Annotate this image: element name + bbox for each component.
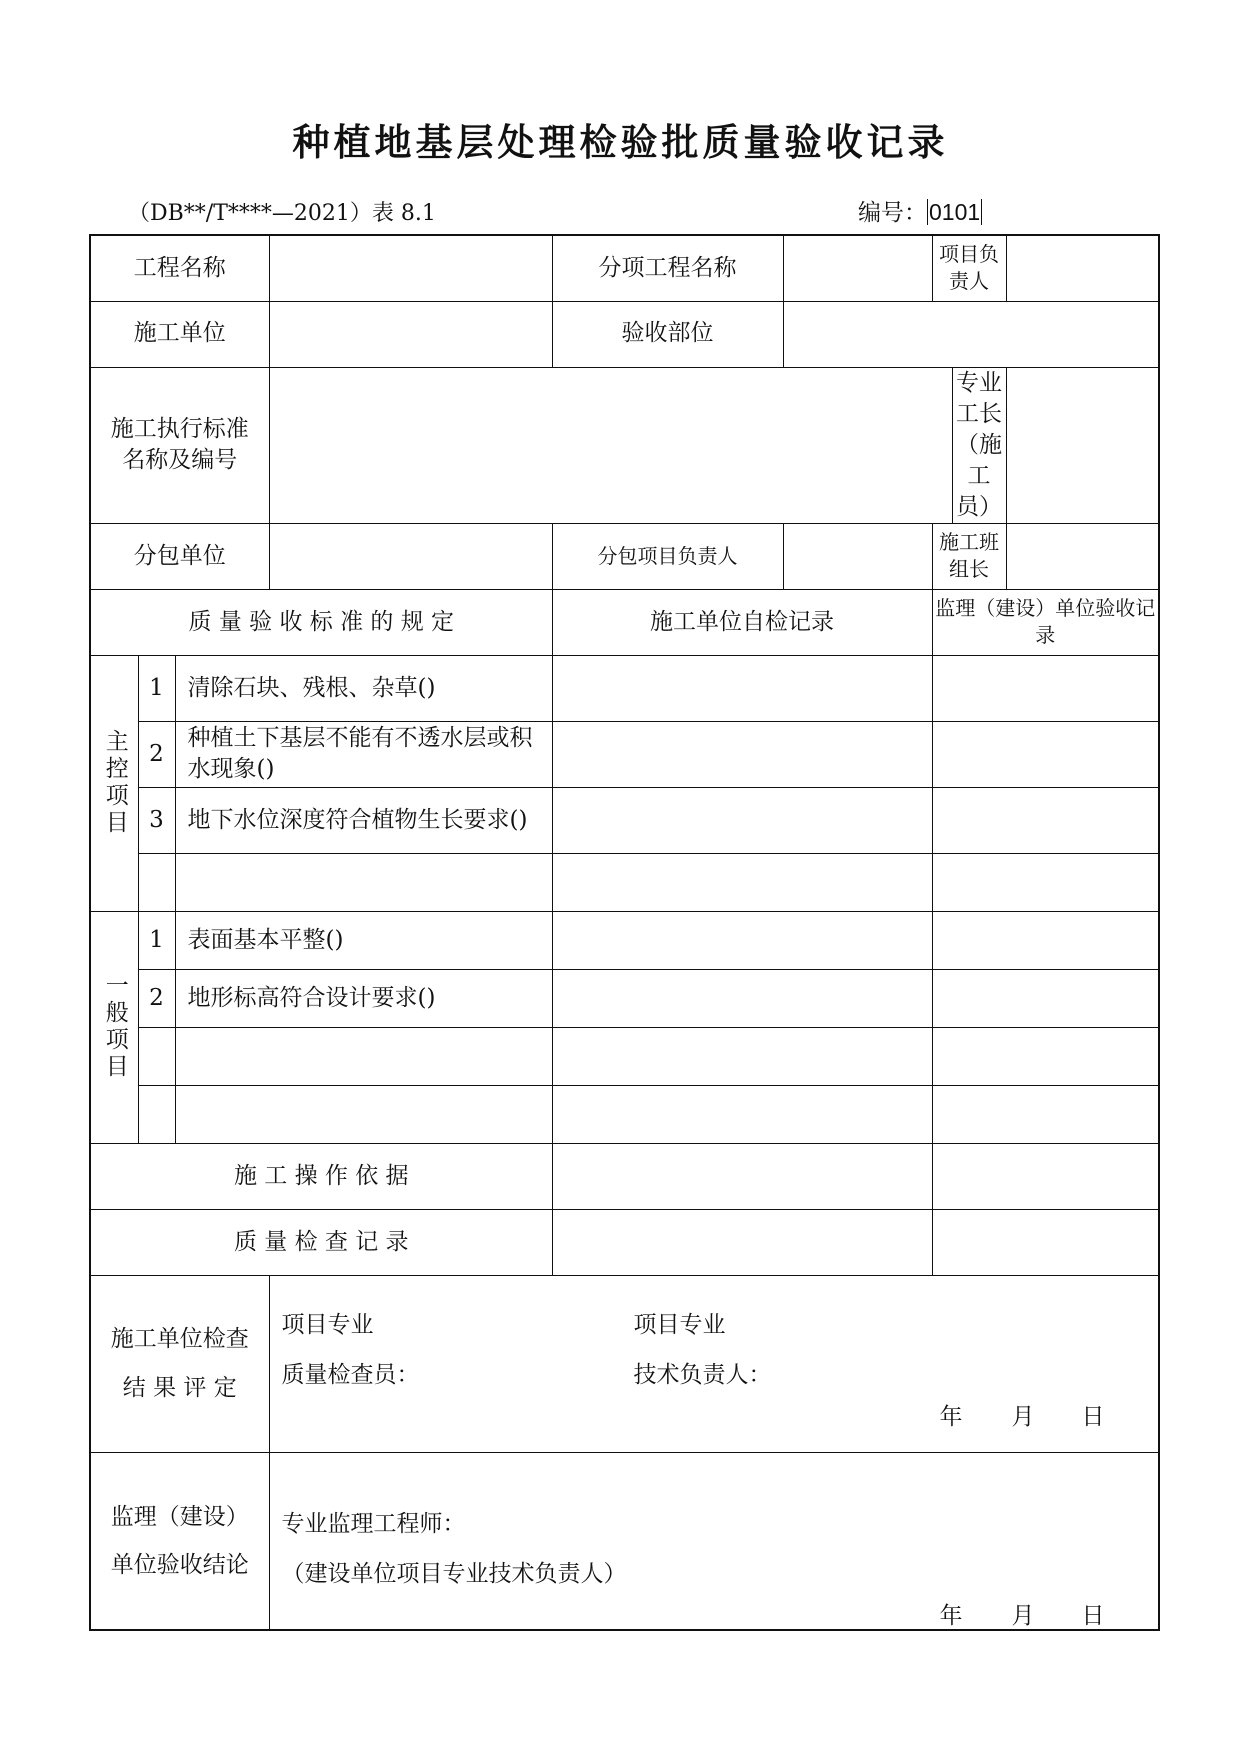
acceptance-part-label: 验收部位 xyxy=(552,301,783,367)
quality-inspector-line1: 项目专业 xyxy=(281,1311,374,1338)
foreman-label: 专业工长（施工员） xyxy=(952,367,1006,523)
main-item-self-check[interactable] xyxy=(552,787,932,853)
general-item-self-check[interactable] xyxy=(552,1085,932,1143)
project-name-value[interactable] xyxy=(269,235,552,301)
main-item-text: 种植土下基层不能有不透水层或积水现象() xyxy=(175,721,552,787)
form-code-value: 0101 xyxy=(929,199,981,225)
supervision-year: 年 xyxy=(939,1602,963,1629)
standard-reference: （DB**/T****—2021）表 8.1 xyxy=(128,201,436,226)
project-leader-label: 项目负责人 xyxy=(932,235,1006,301)
team-leader-value[interactable] xyxy=(1006,523,1159,589)
supervision-month: 月 xyxy=(1011,1602,1035,1629)
acceptance-part-value[interactable] xyxy=(783,301,1159,367)
main-item-text: 清除石块、残根、杂草() xyxy=(175,655,552,721)
form-code xyxy=(858,194,982,227)
general-item-supervision[interactable] xyxy=(932,911,1159,969)
project-leader-value[interactable] xyxy=(1006,235,1159,301)
main-item-no: 3 xyxy=(138,787,175,853)
acceptance-record-table xyxy=(89,234,1160,1631)
page-title: 种植地基层处理检验批质量验收记录 xyxy=(292,120,949,164)
main-item-text-empty xyxy=(175,853,552,911)
general-item-self-check[interactable] xyxy=(552,1027,932,1085)
eval-month: 月 xyxy=(1011,1403,1035,1430)
construction-eval-label xyxy=(90,1275,269,1452)
sub-project-name-label: 分项工程名称 xyxy=(552,235,783,301)
supervision-column-header: 监理（建设）单位验收记录 xyxy=(932,589,1159,655)
team-leader-label: 施工班组长 xyxy=(932,523,1006,589)
supervision-eval-content[interactable] xyxy=(269,1452,1159,1630)
general-item-text: 地形标高符合设计要求() xyxy=(175,969,552,1027)
self-check-column-header: 施工单位自检记录 xyxy=(552,589,932,655)
general-item-supervision[interactable] xyxy=(932,969,1159,1027)
general-item-no: 2 xyxy=(138,969,175,1027)
general-item-supervision[interactable] xyxy=(932,1085,1159,1143)
quality-record-label: 质 量 检 查 记 录 xyxy=(90,1209,552,1275)
main-item-no: 2 xyxy=(138,721,175,787)
construction-basis-self-check[interactable] xyxy=(552,1143,932,1209)
general-item-no: 1 xyxy=(138,911,175,969)
main-item-supervision[interactable] xyxy=(932,853,1159,911)
general-items-label: 一般项目 xyxy=(90,911,138,1143)
tech-leader-line1: 项目专业 xyxy=(633,1311,726,1338)
general-item-no-empty xyxy=(138,1085,175,1143)
main-item-text: 地下水位深度符合植物生长要求() xyxy=(175,787,552,853)
main-item-supervision[interactable] xyxy=(932,721,1159,787)
general-item-supervision[interactable] xyxy=(932,1027,1159,1085)
construction-eval-content[interactable] xyxy=(269,1275,1159,1452)
general-item-text-empty xyxy=(175,1085,552,1143)
main-item-self-check[interactable] xyxy=(552,853,932,911)
general-item-text-empty xyxy=(175,1027,552,1085)
construction-eval-label-line1: 施工单位检查 xyxy=(110,1326,249,1353)
general-item-self-check[interactable] xyxy=(552,911,932,969)
sub-project-leader-label: 分包项目负责人 xyxy=(552,523,783,589)
construction-eval-label-line2: 结 果 评 定 xyxy=(122,1374,237,1401)
main-item-self-check[interactable] xyxy=(552,655,932,721)
form-code-label: 编号： xyxy=(858,200,927,226)
subcontractor-label: 分包单位 xyxy=(90,523,269,589)
sub-project-leader-value[interactable] xyxy=(783,523,932,589)
eval-day: 日 xyxy=(1081,1403,1105,1430)
construction-unit-label: 施工单位 xyxy=(90,301,269,367)
quality-record-self-check[interactable] xyxy=(552,1209,932,1275)
general-item-text: 表面基本平整() xyxy=(175,911,552,969)
exec-standard-value[interactable] xyxy=(269,367,952,523)
foreman-value[interactable] xyxy=(1006,367,1159,523)
exec-standard-label: 施工执行标准名称及编号 xyxy=(90,367,269,523)
standard-column-header: 质 量 验 收 标 准 的 规 定 xyxy=(90,589,552,655)
tech-leader-line2: 技术负责人： xyxy=(633,1361,772,1388)
construction-basis-supervision[interactable] xyxy=(932,1143,1159,1209)
supervision-eval-label xyxy=(90,1452,269,1630)
supervision-eval-label-line2: 单位验收结论 xyxy=(110,1551,249,1578)
construction-basis-label: 施 工 操 作 依 据 xyxy=(90,1143,552,1209)
eval-year: 年 xyxy=(939,1403,963,1430)
supervision-eval-label-line1: 监理（建设） xyxy=(110,1503,249,1530)
main-item-supervision[interactable] xyxy=(932,787,1159,853)
main-items-label: 主控项目 xyxy=(90,655,138,911)
supervision-day: 日 xyxy=(1081,1602,1105,1629)
quality-inspector-line2: 质量检查员： xyxy=(281,1361,420,1388)
main-item-no-empty xyxy=(138,853,175,911)
quality-record-supervision[interactable] xyxy=(932,1209,1159,1275)
general-item-no-empty xyxy=(138,1027,175,1085)
supervising-engineer-line: 专业监理工程师： xyxy=(281,1510,466,1537)
project-name-label: 工程名称 xyxy=(90,235,269,301)
main-item-supervision[interactable] xyxy=(932,655,1159,721)
owner-tech-leader-line: （建设单位项目专业技术负责人） xyxy=(281,1560,627,1587)
sub-project-name-value[interactable] xyxy=(783,235,932,301)
subcontractor-value[interactable] xyxy=(269,523,552,589)
construction-unit-value[interactable] xyxy=(269,301,552,367)
main-item-self-check[interactable] xyxy=(552,721,932,787)
main-item-no: 1 xyxy=(138,655,175,721)
general-item-self-check[interactable] xyxy=(552,969,932,1027)
